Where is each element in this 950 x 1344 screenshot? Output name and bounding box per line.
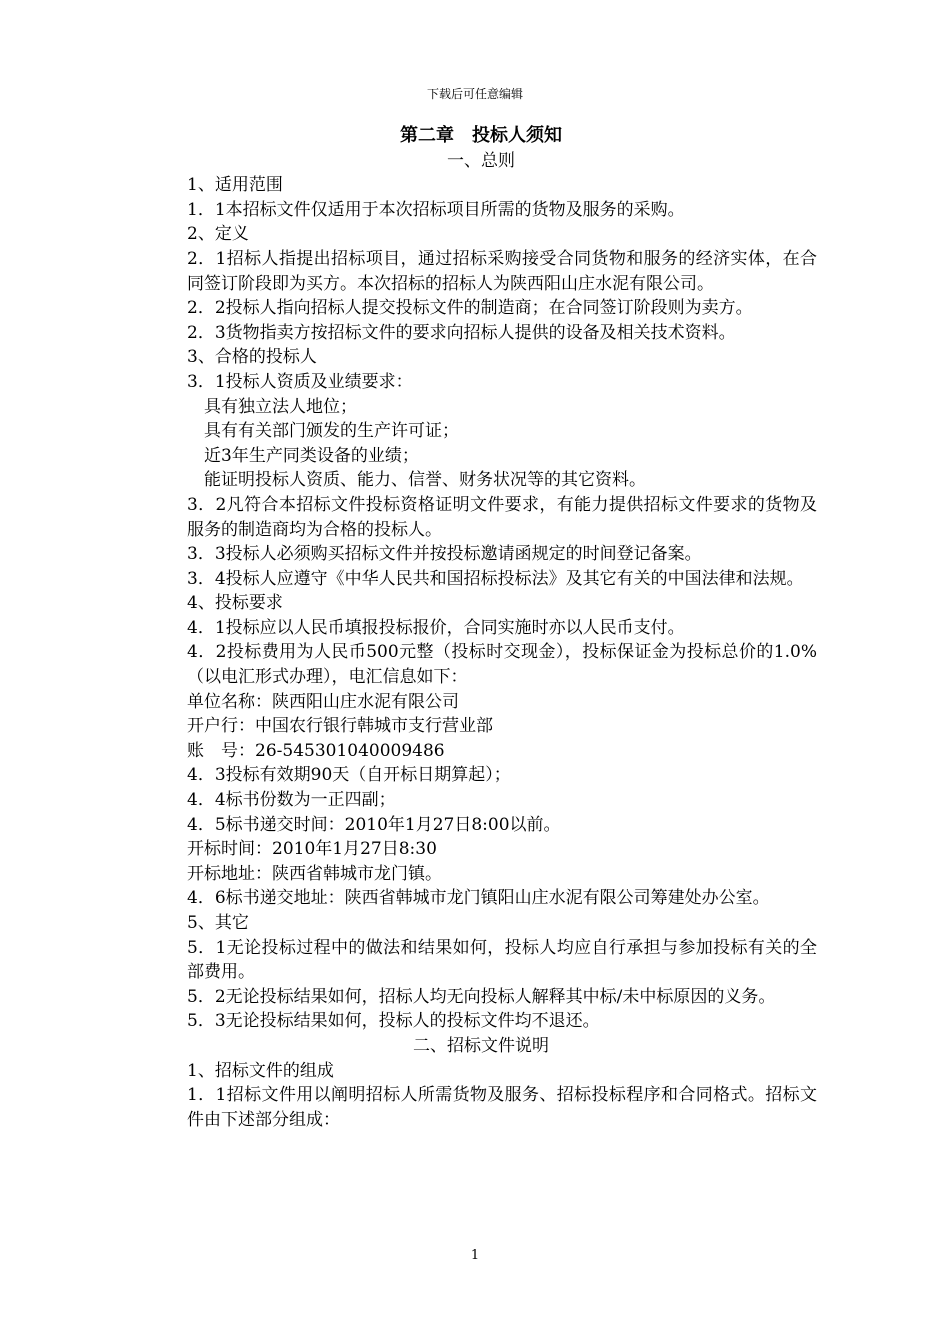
heading: 1、适用范围 (187, 175, 283, 196)
list-item: 能证明投标人资质、能力、信誉、财务状况等的其它资料。 (204, 470, 646, 491)
list-item: 近3年生产同类设备的业绩； (204, 445, 419, 466)
heading: 5、其它 (187, 913, 249, 933)
paragraph: 4．6标书递交地址：陕西省韩城市龙门镇阳山庄水泥有限公司筹建处办公室。 (187, 888, 770, 909)
paragraph: 2．3货物指卖方按招标文件的要求向招标人提供的设备及相关技术资料。 (187, 322, 736, 343)
section-title: 一、总则 (447, 150, 515, 171)
info-line: 开标时间：2010年1月27日8:30 (187, 839, 437, 860)
paragraph: 4．2投标费用为人民币500元整（投标时交现金），投标保证金为投标总价的1.0%（以电汇形式办理），电汇信息如下： (187, 642, 817, 688)
section-title: 二、招标文件说明 (413, 1035, 549, 1056)
paragraph: 3．3投标人必须购买招标文件并按投标邀请函规定的时间登记备案。 (187, 544, 702, 565)
heading: 1、招标文件的组成 (187, 1060, 334, 1081)
page-number: 1 (470, 1248, 480, 1263)
paragraph: 4．3投标有效期90天（自开标日期算起）； (187, 765, 511, 786)
paragraph: 4．1投标应以人民币填报投标报价，合同实施时亦以人民币支付。 (187, 617, 685, 638)
info-line: 开标地址：陕西省韩城市龙门镇。 (187, 863, 442, 884)
paragraph: 3．1投标人资质及业绩要求： (187, 371, 413, 392)
chapter-title: 第二章 投标人须知 (400, 125, 562, 146)
list-item: 具有有关部门颁发的生产许可证； (204, 421, 459, 442)
info-line: 账 号：26-545301040009486 (187, 740, 445, 761)
paragraph: 5．3无论投标结果如何，投标人的投标文件均不退还。 (187, 1011, 600, 1032)
paragraph: 3．2凡符合本招标文件投标资格证明文件要求，有能力提供招标文件要求的货物及服务的制造商均为合格的投标人。 (187, 494, 817, 540)
paragraph: 5．1无论投标过程中的做法和结果如何，投标人均应自行承担与参加投标有关的全部费用。 (187, 937, 817, 983)
paragraph: 2．1招标人指提出招标项目，通过招标采购接受合同货物和服务的经济实体，在合同签订阶段即为买方。本次招标的招标人为陕西阳山庄水泥有限公司。 (187, 248, 817, 294)
heading: 3、合格的投标人 (187, 347, 317, 368)
info-line: 单位名称：陕西阳山庄水泥有限公司 (187, 691, 459, 712)
paragraph: 4．5标书递交时间：2010年1月27日8:00以前。 (187, 814, 561, 835)
paragraph: 3．4投标人应遵守《中华人民共和国招标投标法》及其它有关的中国法律和法规。 (187, 568, 804, 589)
paragraph: 2．2投标人指向招标人提交投标文件的制造商；在合同签订阶段则为卖方。 (187, 298, 753, 319)
document-body (145, 124, 817, 1132)
page-header: 下载后可任意编辑 (426, 87, 523, 101)
heading: 4、投标要求 (187, 593, 283, 614)
paragraph: 1．1本招标文件仅适用于本次招标项目所需的货物及服务的采购。 (187, 199, 685, 220)
paragraph: 5．2无论投标结果如何，招标人均无向投标人解释其中标/未中标原因的义务。 (187, 986, 776, 1007)
paragraph: 4．4标书份数为一正四副； (187, 790, 396, 811)
list-item: 具有独立法人地位； (204, 396, 357, 417)
info-line: 开户行：中国农行银行韩城市支行营业部 (187, 716, 493, 737)
heading: 2、定义 (187, 224, 249, 245)
paragraph: 1．1招标文件用以阐明招标人所需货物及服务、招标投标程序和合同格式。招标文件由下述部分组成： (187, 1085, 817, 1130)
